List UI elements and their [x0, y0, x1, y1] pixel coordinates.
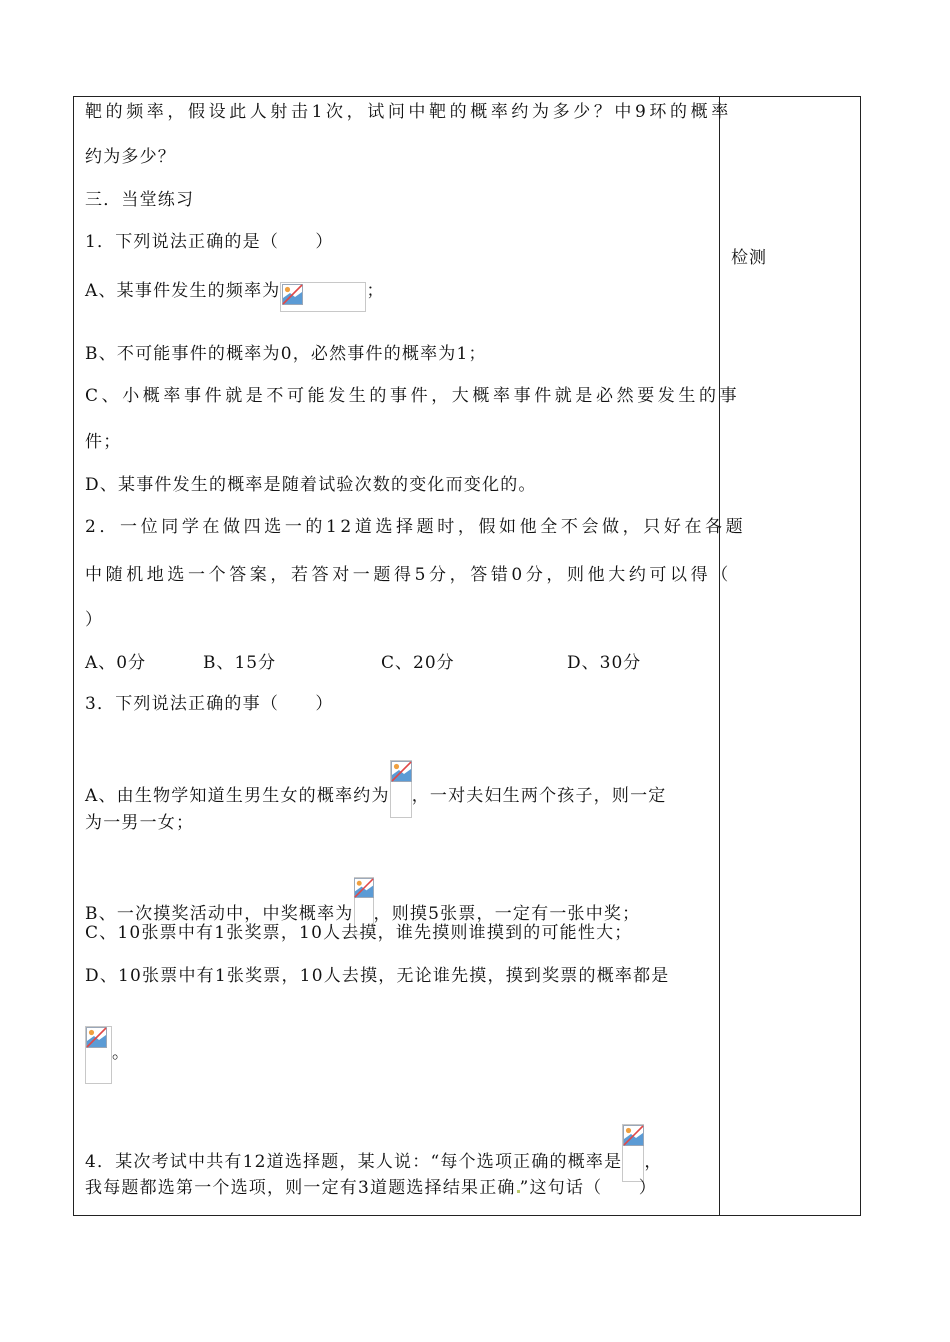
- question-2: 2．一位同学在做四选一的12道选择题时，假如他全不会做，只好在各题: [85, 517, 747, 537]
- text-line: 为一男一女；: [85, 813, 195, 833]
- option-text: 我每题都选第一个选项，则一定有3道题选择结果正确: [85, 1178, 516, 1198]
- option-text: A、由生物学知道生男生女的概率约为: [85, 786, 390, 806]
- broken-image-icon: [623, 1125, 644, 1146]
- question-4: [85, 1115, 663, 1173]
- option-line: [85, 749, 667, 807]
- text-line: 中随机地选一个答案，若答对一题得5分，答错0分，则他大约可以得（: [85, 565, 732, 585]
- image-placeholder: [390, 760, 412, 818]
- option-text: ；: [366, 281, 385, 301]
- text-line: 约为多少？: [85, 147, 176, 167]
- broken-image-icon: [391, 761, 412, 782]
- option-text: ”这句话（ ）: [519, 1178, 657, 1198]
- option-line: 件；: [85, 432, 122, 452]
- question-1: 1．下列说法正确的是（ ）: [85, 232, 334, 252]
- option-text: B、一次摸奖活动中，中奖概率为: [85, 904, 354, 924]
- option-line: [85, 1026, 130, 1084]
- choice-b: B、15分: [203, 653, 277, 673]
- option-line: D、某事件发生的概率是随着试验次数的变化而变化的。: [85, 475, 537, 495]
- question-3: 3．下列说法正确的事（ ）: [85, 694, 334, 714]
- option-line: C、10张票中有1张奖票，10人去摸，谁先摸则谁摸到的可能性大；: [85, 923, 633, 943]
- text-line: ）: [85, 610, 104, 630]
- option-line: C、小概率事件就是不可能发生的事件，大概率事件就是必然要发生的事: [85, 386, 741, 406]
- image-placeholder: [85, 1026, 112, 1084]
- option-text: ，则摸5张票，一定有一张中奖；: [373, 904, 641, 924]
- broken-image-icon: [354, 878, 374, 898]
- image-placeholder: [622, 1124, 644, 1182]
- choice-c: C、20分: [381, 653, 455, 673]
- image-placeholder: [280, 282, 366, 312]
- column-divider: [719, 96, 720, 1216]
- broken-image-icon: [86, 1027, 107, 1048]
- choice-d: D、30分: [567, 653, 642, 673]
- text-line: 靶的频率，假设此人射击1次，试问中靶的概率约为多少？中9环的概率: [85, 102, 732, 122]
- option-line: [85, 272, 385, 302]
- side-column-label: 检测: [731, 248, 767, 268]
- option-text: 。: [112, 1043, 131, 1063]
- option-text: A、某事件发生的频率为: [85, 281, 281, 301]
- broken-image-icon: [282, 284, 303, 305]
- option-line: D、10张票中有1张奖票，10人去摸，无论谁先摸，摸到奖票的概率都是: [85, 966, 670, 986]
- option-line: B、不可能事件的概率为0，必然事件的概率为1；: [85, 344, 487, 364]
- option-text: ，一对夫妇生两个孩子，则一定: [411, 786, 667, 806]
- option-line: [85, 867, 640, 925]
- section-heading: 三．当堂练习: [85, 190, 195, 210]
- text-line: [85, 1177, 657, 1199]
- option-text: 4．某次考试中共有12道选择题，某人说：“每个选项正确的概率是: [85, 1152, 623, 1172]
- option-text: ，: [644, 1152, 663, 1172]
- choice-a: A、0分: [85, 653, 147, 673]
